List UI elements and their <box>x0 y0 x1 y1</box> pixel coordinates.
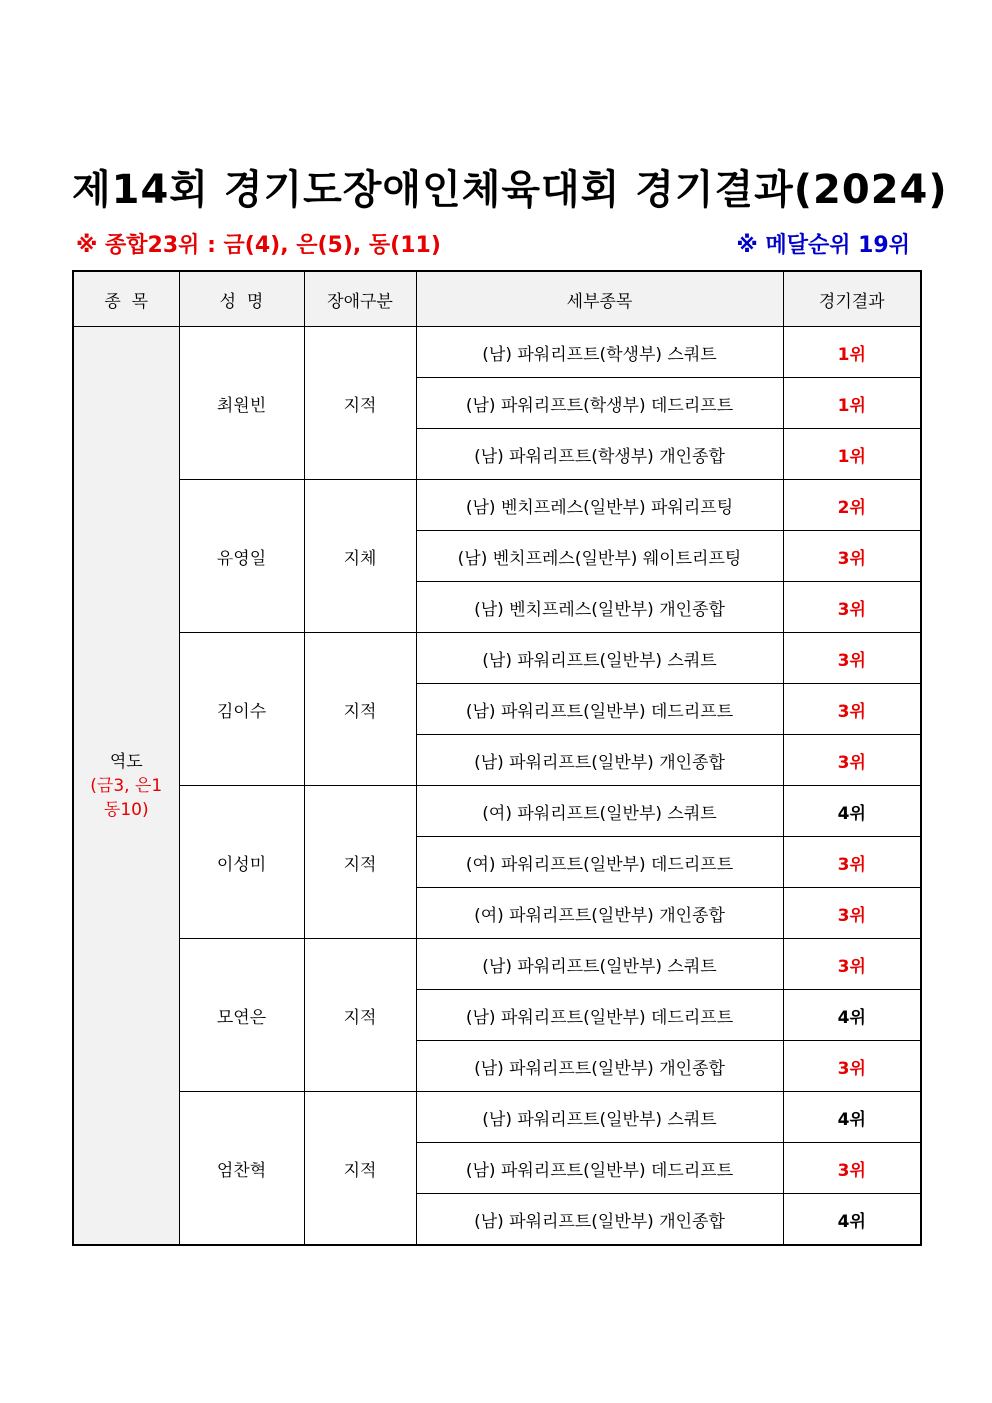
event-result: 2위 <box>783 480 921 531</box>
sport-medals-line2: 동10) <box>103 799 149 820</box>
table-row <box>73 786 921 837</box>
athlete-name: 모연은 <box>179 939 304 1092</box>
header-sport: 종 목 <box>73 271 179 327</box>
athlete-name: 김이수 <box>179 633 304 786</box>
header-result: 경기결과 <box>783 271 921 327</box>
results-body <box>73 327 921 1246</box>
event-result: 3위 <box>783 888 921 939</box>
medal-ranking-summary: ※ 메달순위 19위 <box>736 233 910 258</box>
event-result: 3위 <box>783 531 921 582</box>
event-name: (남) 파워리프트(일반부) 데드리프트 <box>416 684 783 735</box>
header-disability: 장애구분 <box>304 271 416 327</box>
event-result: 3위 <box>783 939 921 990</box>
header-name: 성 명 <box>179 271 304 327</box>
sport-name: 역도 <box>109 751 143 772</box>
disability-type: 지적 <box>304 327 416 480</box>
event-name: (남) 파워리프트(학생부) 개인종합 <box>416 429 783 480</box>
page-title: 제14회 경기도장애인체육대회 경기결과(2024) <box>72 167 948 213</box>
athlete-name: 최원빈 <box>179 327 304 480</box>
event-name: (남) 파워리프트(학생부) 스쿼트 <box>416 327 783 378</box>
header-event: 세부종목 <box>416 271 783 327</box>
event-result: 3위 <box>783 837 921 888</box>
event-name: (남) 파워리프트(일반부) 개인종합 <box>416 1194 783 1246</box>
event-result: 3위 <box>783 1041 921 1092</box>
event-name: (남) 벤치프레스(일반부) 파워리프팅 <box>416 480 783 531</box>
disability-type: 지적 <box>304 633 416 786</box>
event-result: 1위 <box>783 429 921 480</box>
event-result: 3위 <box>783 633 921 684</box>
event-name: (여) 파워리프트(일반부) 개인종합 <box>416 888 783 939</box>
disability-type: 지적 <box>304 1092 416 1246</box>
event-result: 4위 <box>783 1092 921 1143</box>
event-result: 3위 <box>783 1143 921 1194</box>
event-name: (남) 파워리프트(일반부) 개인종합 <box>416 735 783 786</box>
event-result: 1위 <box>783 378 921 429</box>
sport-medals-line1: (금3, 은1 <box>90 775 163 796</box>
disability-type: 지적 <box>304 939 416 1092</box>
table-row <box>73 1092 921 1143</box>
results-table <box>72 270 922 1246</box>
event-result: 3위 <box>783 582 921 633</box>
event-result: 4위 <box>783 1194 921 1246</box>
table-row <box>73 939 921 990</box>
table-row <box>73 480 921 531</box>
event-result: 3위 <box>783 735 921 786</box>
event-name: (남) 파워리프트(일반부) 스쿼트 <box>416 939 783 990</box>
disability-type: 지적 <box>304 786 416 939</box>
event-name: (남) 파워리프트(일반부) 데드리프트 <box>416 1143 783 1194</box>
athlete-name: 유영일 <box>179 480 304 633</box>
event-name: (남) 파워리프트(학생부) 데드리프트 <box>416 378 783 429</box>
overall-ranking-summary: ※ 종합23위 : 금(4), 은(5), 동(11) <box>76 233 441 258</box>
sport-cell <box>73 327 179 1246</box>
event-name: (여) 파워리프트(일반부) 스쿼트 <box>416 786 783 837</box>
event-result: 4위 <box>783 990 921 1041</box>
event-name: (여) 파워리프트(일반부) 데드리프트 <box>416 837 783 888</box>
event-name: (남) 파워리프트(일반부) 데드리프트 <box>416 990 783 1041</box>
event-name: (남) 파워리프트(일반부) 개인종합 <box>416 1041 783 1092</box>
event-result: 4위 <box>783 786 921 837</box>
disability-type: 지체 <box>304 480 416 633</box>
event-name: (남) 벤치프레스(일반부) 웨이트리프팅 <box>416 531 783 582</box>
event-result: 3위 <box>783 684 921 735</box>
event-name: (남) 파워리프트(일반부) 스쿼트 <box>416 633 783 684</box>
header-row <box>73 271 921 327</box>
athlete-name: 이성미 <box>179 786 304 939</box>
event-result: 1위 <box>783 327 921 378</box>
table-row <box>73 327 921 378</box>
event-name: (남) 벤치프레스(일반부) 개인종합 <box>416 582 783 633</box>
event-name: (남) 파워리프트(일반부) 스쿼트 <box>416 1092 783 1143</box>
athlete-name: 엄찬혁 <box>179 1092 304 1246</box>
table-row <box>73 633 921 684</box>
